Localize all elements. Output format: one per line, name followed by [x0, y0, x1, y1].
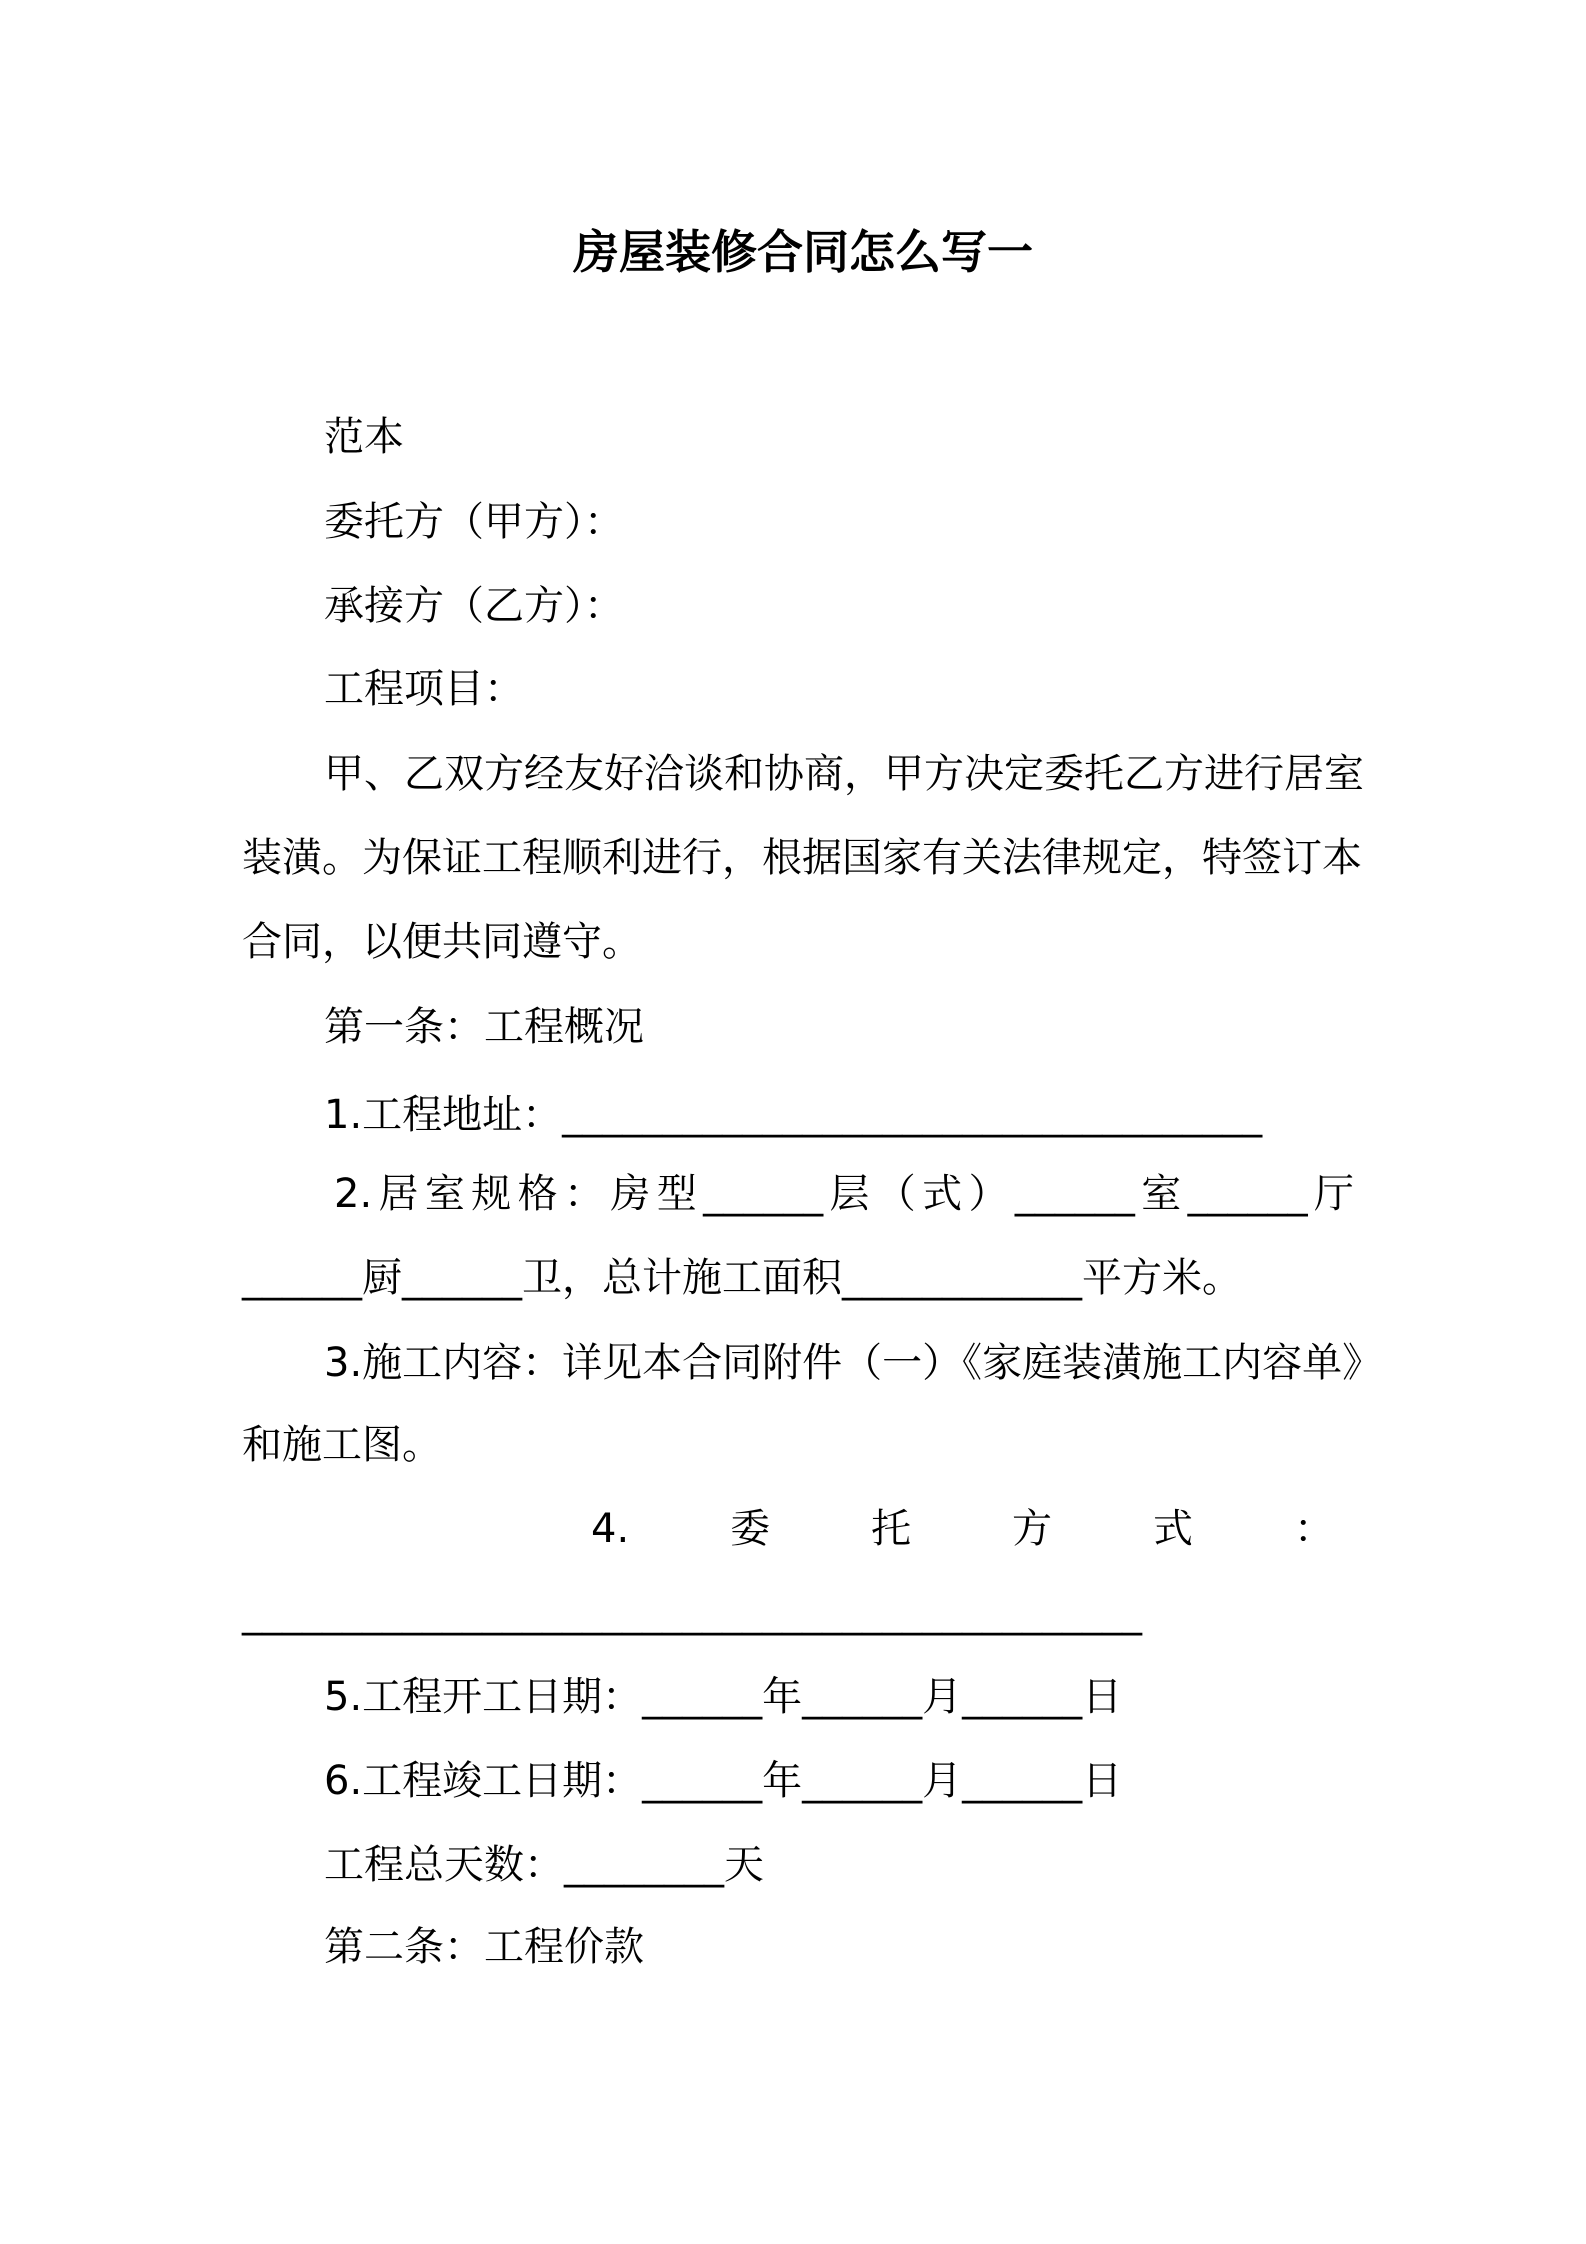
address-line: 1.工程地址：___________________________________ [324, 1092, 1263, 1138]
start-date-line: 5.工程开工日期：______年______月______日 [324, 1674, 1123, 1720]
intro-paragraph-line: 装潢。为保证工程顺利进行，根据国家有关法律规定，特签订本 [242, 835, 1362, 881]
project-line: 工程项目： [324, 666, 524, 712]
end-date-line: 6.工程竣工日期：______年______月______日 [324, 1758, 1123, 1804]
room-spec-line: ______厨______卫，总计施工面积____________平方米。 [242, 1255, 1242, 1301]
document-title: 房屋装修合同怎么写一 [573, 225, 1033, 279]
commission-method-blank: _____________________________________________ [242, 1590, 1142, 1636]
construction-content-line: 3.施工内容：详见本合同附件（一）《家庭装潢施工内容单》 [324, 1340, 1383, 1386]
total-days-line: 工程总天数：________天 [324, 1842, 764, 1888]
article-2-heading: 第二条：工程价款 [324, 1924, 644, 1970]
sample-label: 范本 [324, 414, 404, 460]
party-b-line: 承接方（乙方）： [324, 583, 624, 629]
commission-method-label: 4.委托方式： [591, 1506, 1334, 1552]
intro-paragraph-line: 合同，以便共同遵守。 [242, 919, 642, 965]
room-spec-line: 2.居室规格：房型______层（式）______室______厅 [334, 1171, 1354, 1217]
intro-paragraph-line: 甲、乙双方经友好洽谈和协商，甲方决定委托乙方进行居室 [324, 751, 1364, 797]
party-a-line: 委托方（甲方）： [324, 499, 624, 545]
article-1-heading: 第一条：工程概况 [324, 1004, 644, 1050]
construction-content-line: 和施工图。 [242, 1422, 442, 1468]
